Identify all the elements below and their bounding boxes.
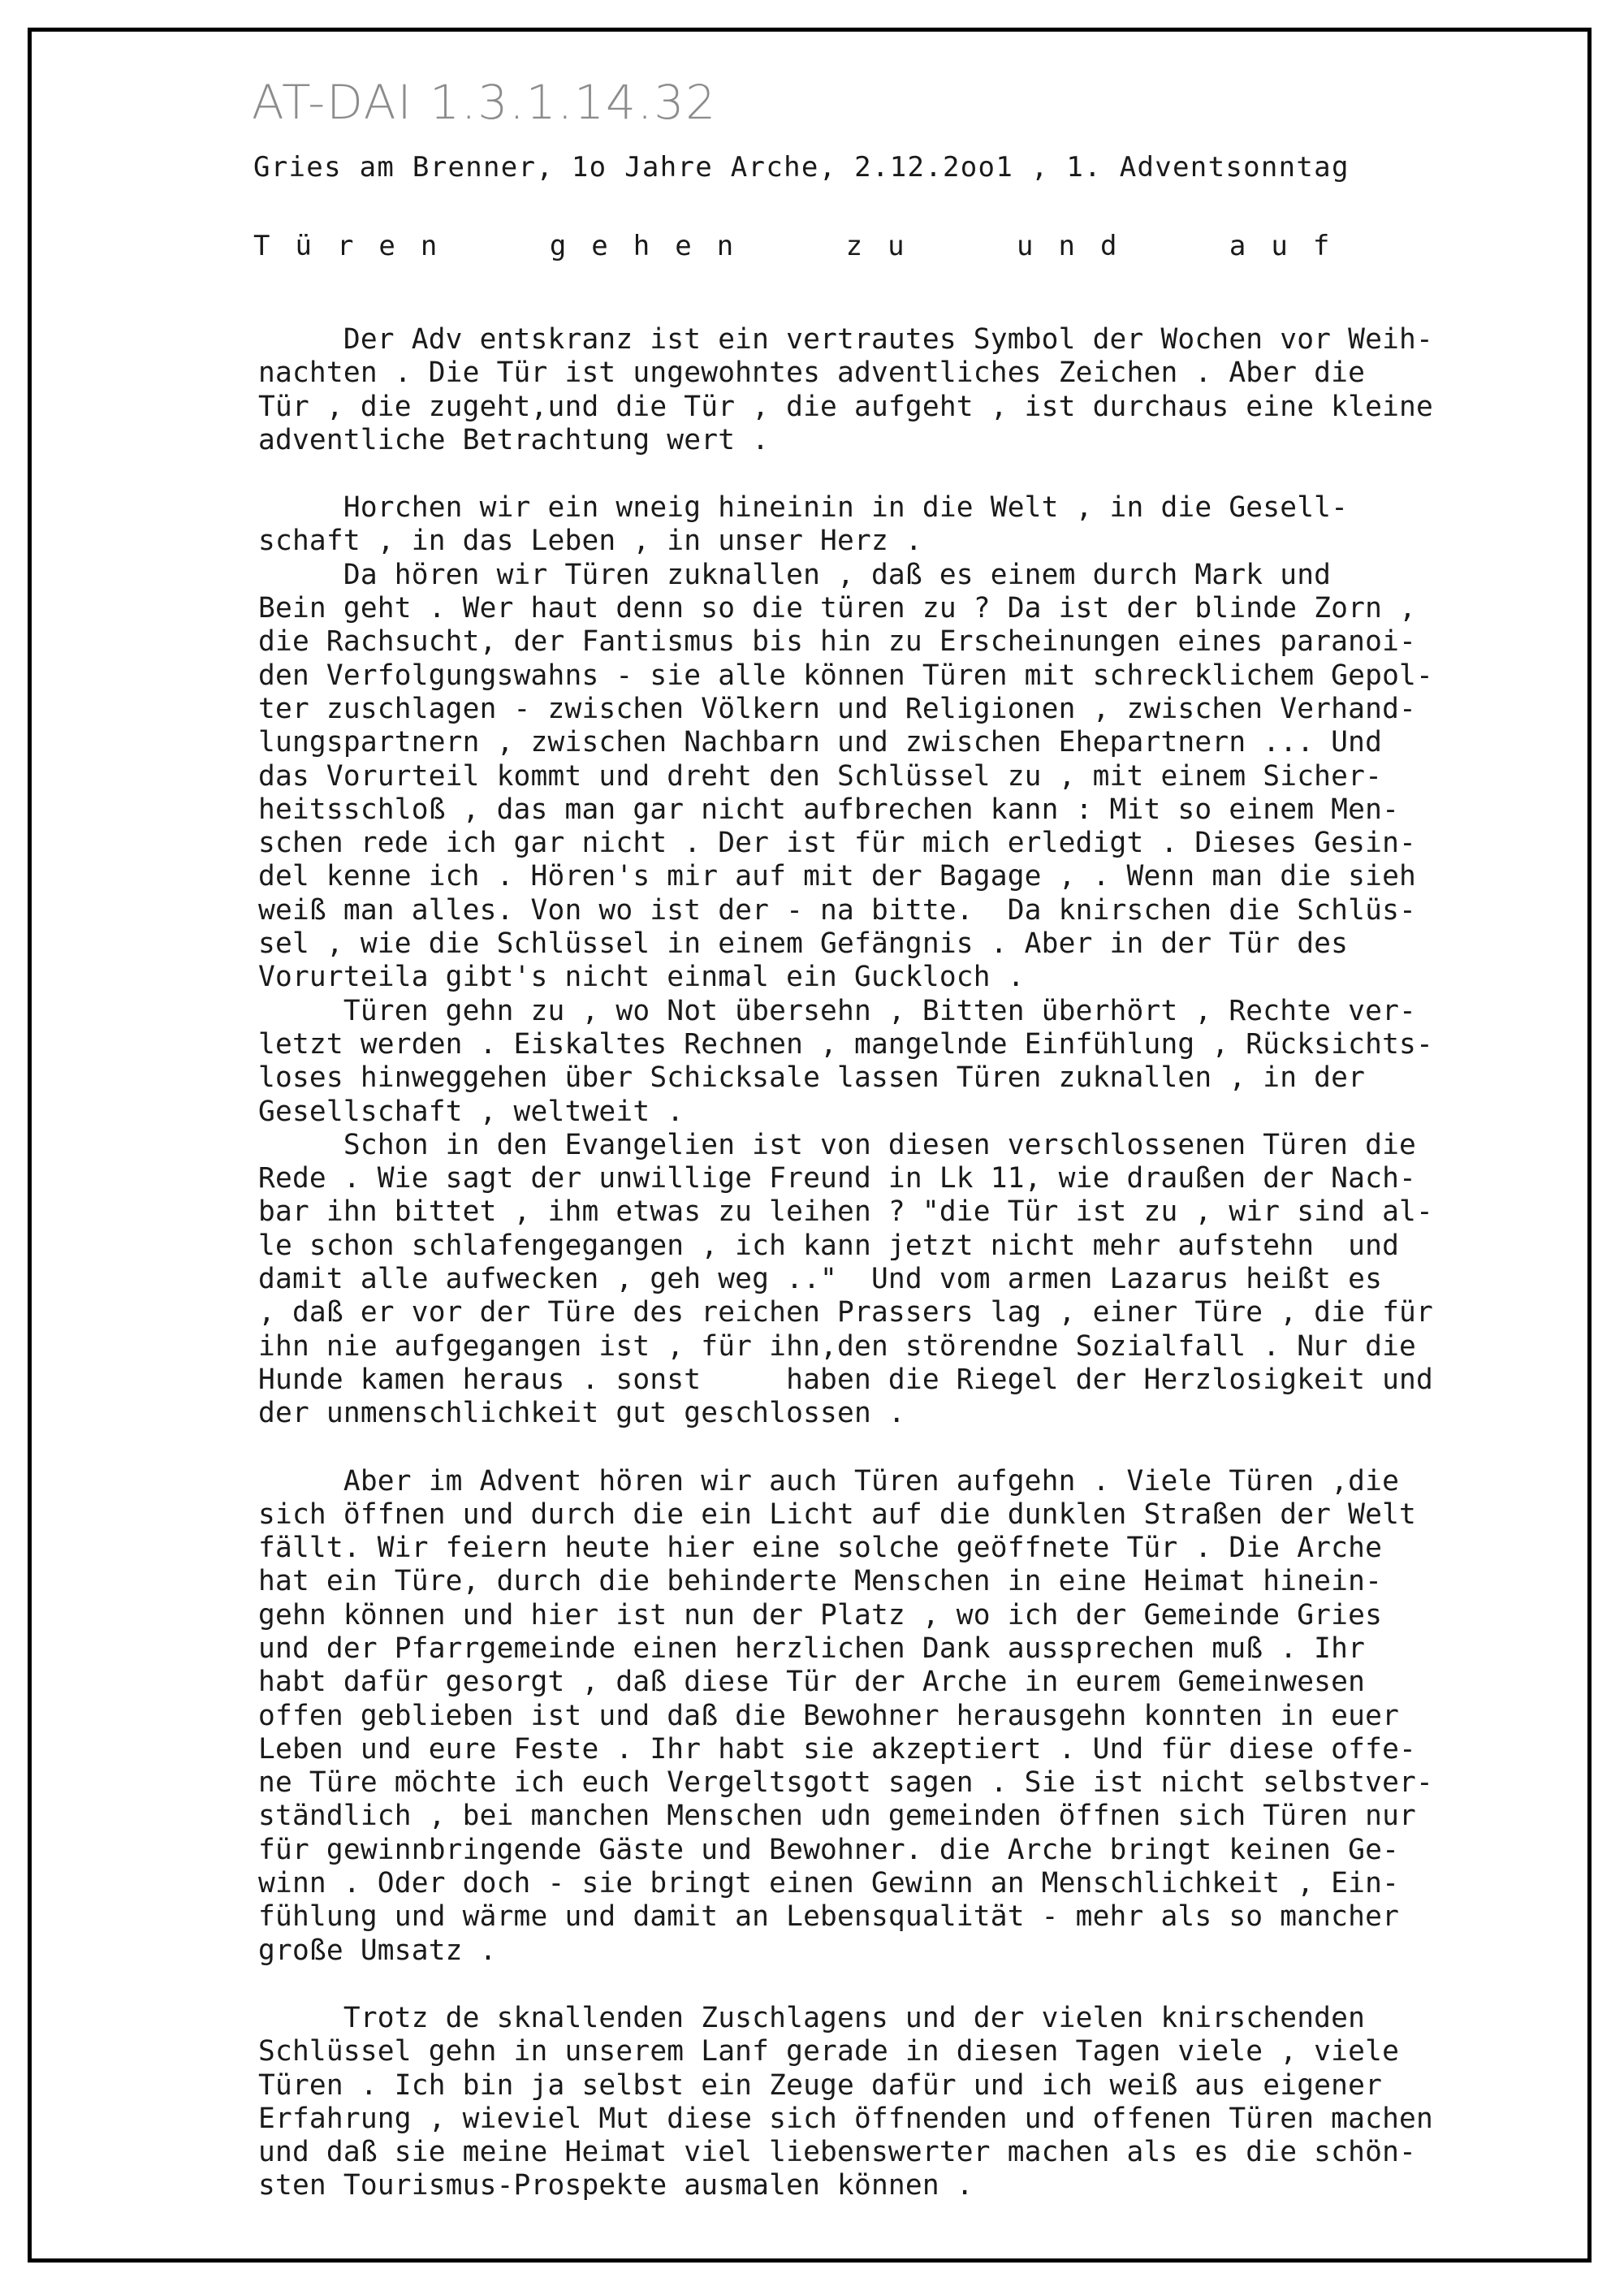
- text-line: das Vorurteil kommt und dreht den Schlüssel zu , mit einem Sicher-: [258, 759, 1383, 793]
- paragraph: [258, 491, 1590, 1430]
- text-line: und daß sie meine Heimat viel liebenswerter machen als es die schön-: [258, 2136, 1417, 2169]
- document-title: Türen gehen zu und auf: [253, 230, 1355, 262]
- text-line: Hunde kamen heraus . sonst haben die Riegel der Herzlosigkeit und: [258, 1363, 1433, 1396]
- text-line: sten Tourismus-Prospekte ausmalen können .: [258, 2169, 974, 2202]
- text-line: Schlüssel gehn in unserem Lanf gerade in diesen Tagen viele , viele: [258, 2035, 1400, 2068]
- archive-id-handwritten: AT-DAI 1.3.1.14.32: [252, 75, 718, 130]
- text-line: Der Adv entskranz ist ein vertrautes Symbol der Wochen vor Weih-: [258, 323, 1433, 356]
- text-line: Horchen wir ein wneig hineinin in die Welt , in die Gesell-: [258, 491, 1349, 525]
- text-line: gehn können und hier ist nun der Platz , wo ich der Gemeinde Gries: [258, 1598, 1383, 1632]
- paragraph: [258, 323, 1590, 457]
- text-line: damit alle aufwecken , geh weg .." Und vom armen Lazarus heißt es: [258, 1263, 1383, 1296]
- document-heading: Gries am Brenner, 1o Jahre Arche, 2.12.2oo1 , 1. Adventsonntag: [253, 151, 1350, 184]
- text-line: die Rachsucht, der Fantismus bis hin zu Erscheinungen eines paranoi-: [258, 625, 1417, 659]
- paragraph: [258, 2002, 1590, 2203]
- text-line: ständlich , bei manchen Menschen udn gemeinden öffnen sich Türen nur: [258, 1800, 1417, 1833]
- text-line: winn . Oder doch - sie bringt einen Gewinn an Menschlichkeit , Ein-: [258, 1867, 1400, 1900]
- text-line: del kenne ich . Hören's mir auf mit der Bagage , . Wenn man die sieh: [258, 860, 1417, 893]
- text-line: Vorurteila gibt's nicht einmal ein Guckloch .: [258, 961, 1025, 994]
- text-line: ter zuschlagen - zwischen Völkern und Religionen , zwischen Verhand-: [258, 692, 1417, 725]
- text-line: Aber im Advent hören wir auch Türen aufgehn . Viele Türen ,die: [258, 1464, 1400, 1498]
- text-line: Bein geht . Wer haut denn so die türen zu ? Da ist der blinde Zorn ,: [258, 592, 1417, 625]
- text-line: Tür , die zugeht,und die Tür , die aufgeht , ist durchaus eine kleine: [258, 390, 1433, 423]
- text-line: weiß man alles. Von wo ist der - na bitte. Da knirschen die Schlüs-: [258, 893, 1417, 927]
- text-line: der unmenschlichkeit gut geschlossen .: [258, 1397, 905, 1430]
- text-line: Schon in den Evangelien ist von diesen verschlossenen Türen die: [258, 1128, 1417, 1161]
- text-line: habt dafür gesorgt , daß diese Tür der Arche in eurem Gemeinwesen: [258, 1666, 1366, 1699]
- text-line: Leben und eure Feste . Ihr habt sie akzeptiert . Und für diese offe-: [258, 1732, 1417, 1766]
- text-line: schen rede ich gar nicht . Der ist für mich erledigt . Dieses Gesin-: [258, 827, 1417, 860]
- text-line: große Umsatz .: [258, 1934, 497, 1967]
- text-line: offen geblieben ist und daß die Bewohner herausgehn konnten in euer: [258, 1699, 1400, 1732]
- text-line: Erfahrung , wieviel Mut diese sich öffnenden und offenen Türen machen: [258, 2102, 1433, 2135]
- text-line: sel , wie die Schlüssel in einem Gefängnis . Aber in der Tür des: [258, 927, 1349, 961]
- text-line: für gewinnbringende Gäste und Bewohner. die Arche bringt keinen Ge-: [258, 1833, 1400, 1866]
- text-line: Gesellschaft , weltweit .: [258, 1095, 685, 1128]
- text-line: den Verfolgungswahns - sie alle können Türen mit schrecklichem Gepol-: [258, 659, 1433, 692]
- text-line: le schon schlafengegangen , ich kann jetzt nicht mehr aufstehn und: [258, 1229, 1400, 1262]
- text-line: letzt werden . Eiskaltes Rechnen , mangelnde Einfühlung , Rücksichts-: [258, 1027, 1433, 1061]
- text-line: , daß er vor der Türe des reichen Prassers lag , einer Türe , die für: [258, 1296, 1433, 1329]
- body-text: [258, 323, 1590, 2203]
- text-line: Türen gehn zu , wo Not übersehn , Bitten überhört , Rechte ver-: [258, 994, 1417, 1027]
- text-line: adventliche Betrachtung wert .: [258, 423, 770, 456]
- text-line: bar ihn bittet , ihm etwas zu leihen ? "die Tür ist zu , wir sind al-: [258, 1195, 1433, 1229]
- text-line: fällt. Wir feiern heute hier eine solche geöffnete Tür . Die Arche: [258, 1532, 1383, 1565]
- text-line: loses hinweggehen über Schicksale lassen Türen zuknallen , in der: [258, 1061, 1366, 1095]
- text-line: fühlung und wärme und damit an Lebensqualität - mehr als so mancher: [258, 1900, 1400, 1934]
- text-line: Rede . Wie sagt der unwillige Freund in Lk 11, wie draußen der Nach-: [258, 1162, 1417, 1195]
- paragraph: [258, 1465, 1590, 1968]
- text-line: Trotz de sknallenden Zuschlagens und der vielen knirschenden: [258, 2001, 1366, 2034]
- text-line: ne Türe möchte ich euch Vergeltsgott sagen . Sie ist nicht selbstver-: [258, 1766, 1433, 1800]
- text-line: hat ein Türe, durch die behinderte Menschen in eine Heimat hinein-: [258, 1565, 1383, 1598]
- text-line: lungspartnern , zwischen Nachbarn und zwischen Ehepartnern ... Und: [258, 726, 1383, 759]
- text-line: sich öffnen und durch die ein Licht auf die dunklen Straßen der Welt: [258, 1498, 1417, 1531]
- text-line: und der Pfarrgemeinde einen herzlichen Dank aussprechen muß . Ihr: [258, 1632, 1366, 1665]
- text-line: Türen . Ich bin ja selbst ein Zeuge dafür und ich weiß aus eigener: [258, 2068, 1383, 2102]
- text-line: nachten . Die Tür ist ungewohntes adventliches Zeichen . Aber die: [258, 357, 1366, 390]
- text-line: Da hören wir Türen zuknallen , daß es einem durch Mark und: [258, 558, 1332, 591]
- text-line: schaft , in das Leben , in unser Herz .: [258, 525, 922, 558]
- text-line: heitsschloß , das man gar nicht aufbrechen kann : Mit so einem Men-: [258, 793, 1400, 826]
- text-line: ihn nie aufgegangen ist , für ihn,den störendne Sozialfall . Nur die: [258, 1329, 1417, 1363]
